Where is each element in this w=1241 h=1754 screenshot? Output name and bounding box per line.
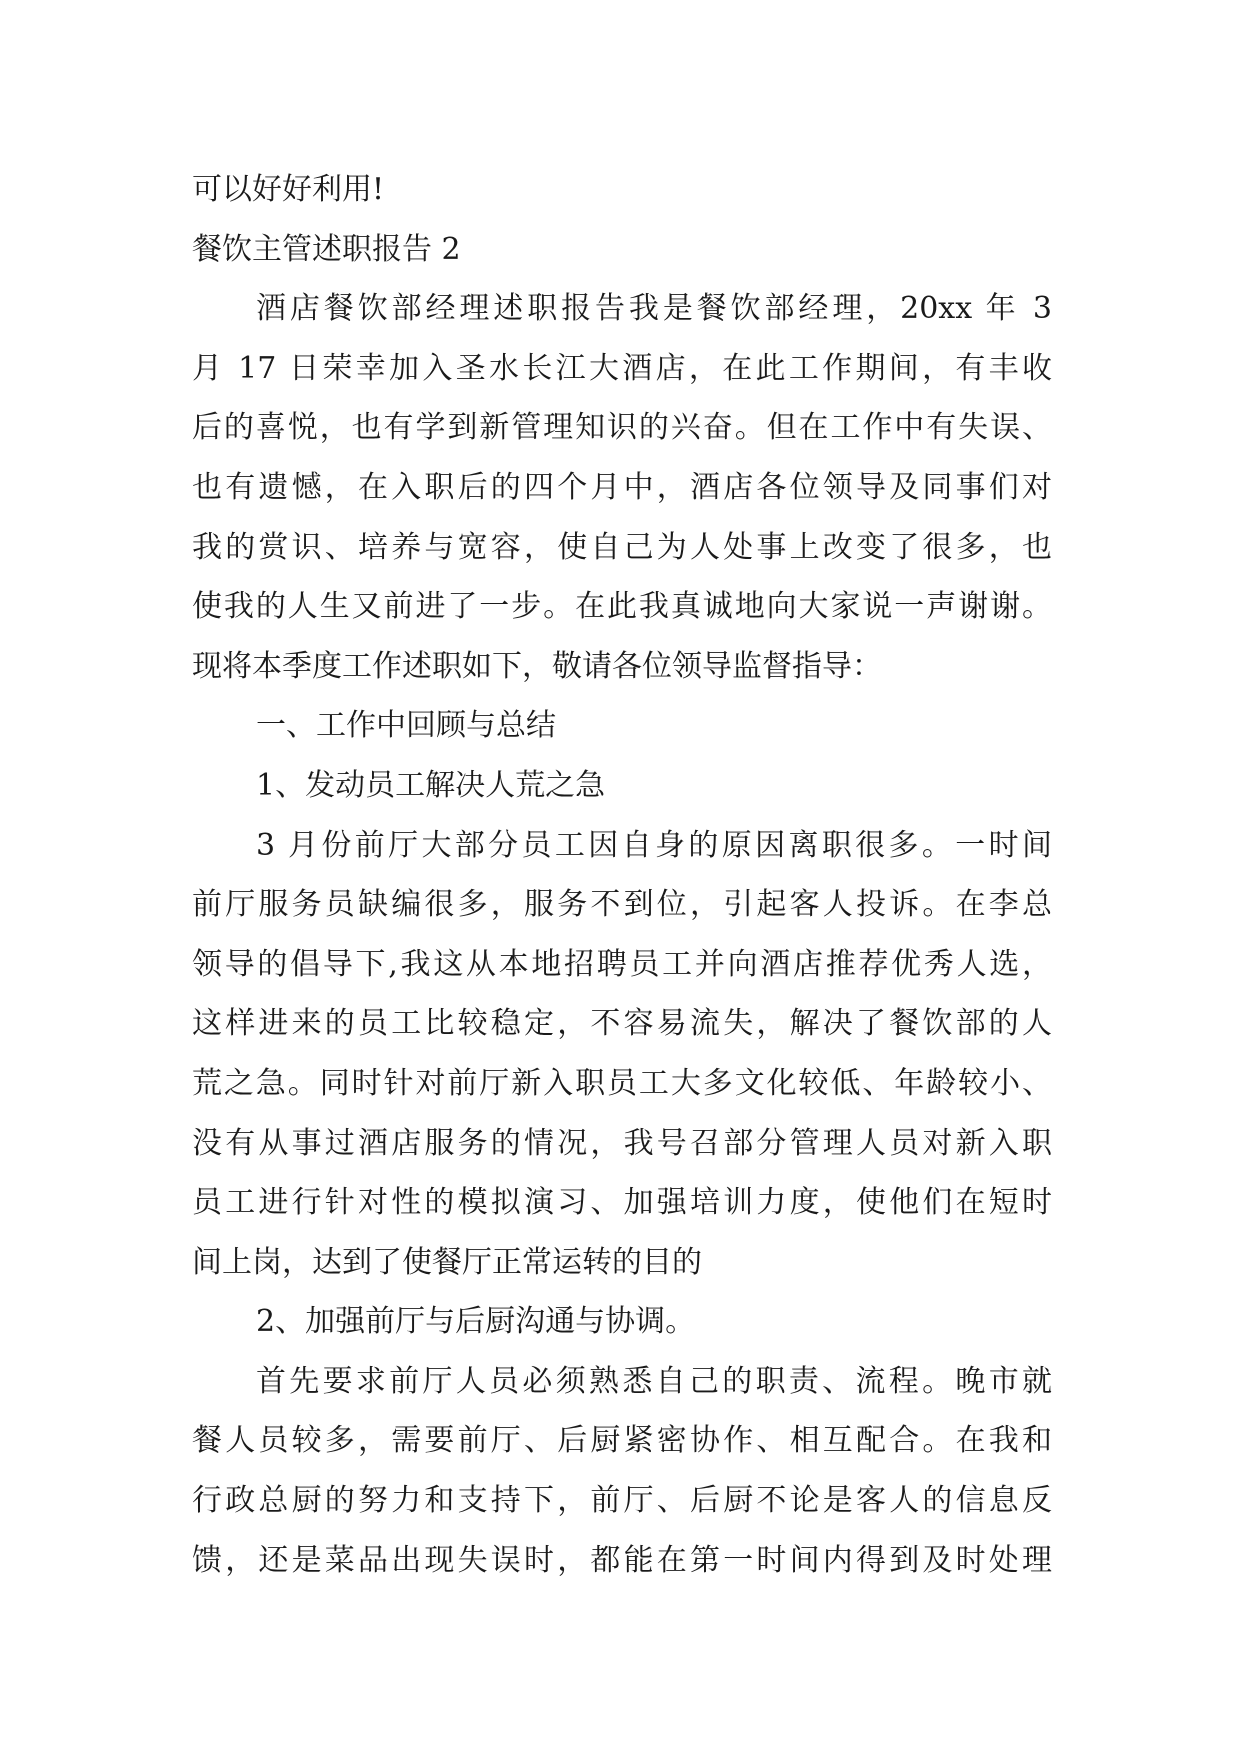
text-line: 间上岗，达到了使餐厅正常运转的目的 <box>192 1244 702 1280</box>
text-line: 月 17 日荣幸加入圣水长江大酒店，在此工作期间，有丰收 <box>192 350 1052 386</box>
text-line: 荒之急。同时针对前厅新入职员工大多文化较低、年龄较小、 <box>192 1065 1052 1101</box>
text-line: 这样进来的员工比较稳定，不容易流失，解决了餐饮部的人 <box>192 1006 1052 1042</box>
text-line: 前厅服务员缺编很多，服务不到位，引起客人投诉。在李总 <box>192 887 1052 923</box>
text-line: 馈，还是菜品出现失误时，都能在第一时间内得到及时处理 <box>192 1542 1052 1578</box>
text-line: 酒店餐饮部经理述职报告我是餐饮部经理，20xx 年 3 <box>256 291 1052 327</box>
text-line: 也有遗憾，在入职后的四个月中，酒店各位领导及同事们对 <box>192 469 1052 505</box>
text-line: 首先要求前厅人员必须熟悉自己的职责、流程。晚市就 <box>256 1363 1052 1399</box>
document-page <box>192 160 1052 1640</box>
heading-line: 2、加强前厅与后厨沟通与协调。 <box>256 1304 696 1340</box>
text-line: 我的赏识、培养与宽容，使自己为人处事上改变了很多，也 <box>192 529 1052 565</box>
heading-line: 1、发动员工解决人荒之急 <box>256 767 606 803</box>
text-line: 现将本季度工作述职如下，敬请各位领导监督指导： <box>192 648 882 684</box>
text-line: 3 月份前厅大部分员工因自身的原因离职很多。一时间 <box>256 827 1052 863</box>
text-line: 没有从事过酒店服务的情况，我号召部分管理人员对新入职 <box>192 1125 1052 1161</box>
text-line: 员工进行针对性的模拟演习、加强培训力度，使他们在短时 <box>192 1185 1052 1221</box>
section-title: 餐饮主管述职报告 2 <box>192 231 461 267</box>
text-line: 餐人员较多，需要前厅、后厨紧密协作、相互配合。在我和 <box>192 1423 1052 1459</box>
heading-line: 一、工作中回顾与总结 <box>256 708 556 744</box>
text-line: 使我的人生又前进了一步。在此我真诚地向大家说一声谢谢。 <box>192 589 1052 625</box>
text-line: 领导的倡导下,我这从本地招聘员工并向酒店推荐优秀人选， <box>192 946 1052 982</box>
text-line: 后的喜悦，也有学到新管理知识的兴奋。但在工作中有失误、 <box>192 410 1052 446</box>
text-line: 行政总厨的努力和支持下，前厅、后厨不论是客人的信息反 <box>192 1483 1052 1519</box>
text-line: 可以好好利用! <box>192 172 385 207</box>
